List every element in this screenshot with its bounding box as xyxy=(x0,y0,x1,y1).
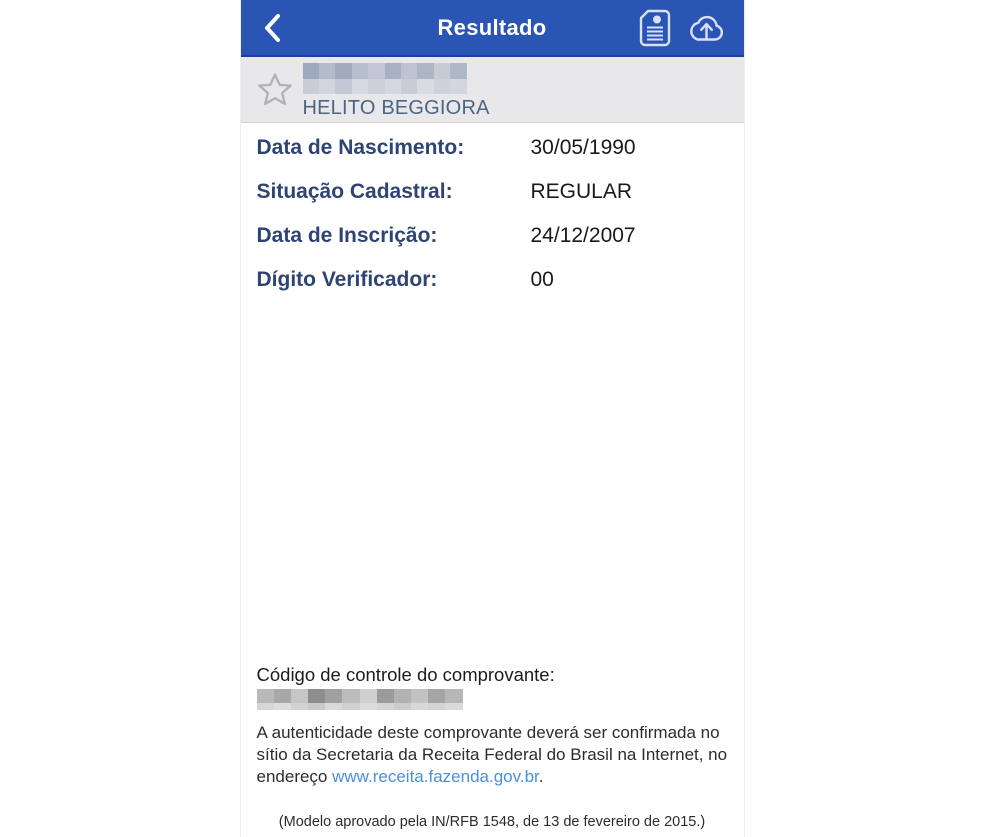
field-row-registration-date xyxy=(257,214,728,258)
cloud-upload-button[interactable] xyxy=(686,11,726,45)
field-value: 30/05/1990 xyxy=(530,136,636,159)
field-label: Data de Inscrição: xyxy=(256,224,438,247)
field-row-registration-status xyxy=(257,170,728,214)
notice-text-end: . xyxy=(538,767,544,786)
navbar-actions xyxy=(638,0,726,55)
person-name: HELITO BEGGIORA xyxy=(302,97,490,119)
identity-header xyxy=(241,57,744,123)
field-value: 00 xyxy=(530,268,554,291)
result-body xyxy=(241,123,744,837)
field-label: Data de Nascimento: xyxy=(256,136,465,159)
field-label: Dígito Verificador: xyxy=(256,268,438,291)
field-label: Situação Cadastral: xyxy=(256,180,453,203)
chevron-left-icon xyxy=(261,12,285,44)
notice-text: A autenticidade deste comprovante deverá ser confirmada no sítio da Secretaria da Receita Federal do Brasil na Internet, no endereço xyxy=(256,723,728,786)
page-title: Resultado xyxy=(437,14,547,40)
document-notes-button[interactable] xyxy=(638,9,672,47)
star-outline-icon xyxy=(255,70,295,110)
verification-section xyxy=(257,663,728,830)
field-value: 24/12/2007 xyxy=(530,224,636,247)
field-row-birth-date xyxy=(257,126,728,170)
redacted-cpf-number xyxy=(303,63,467,94)
identity-text xyxy=(303,57,744,120)
navbar xyxy=(241,0,744,57)
document-notes-icon xyxy=(638,9,672,47)
field-value: REGULAR xyxy=(530,180,633,203)
field-row-check-digit xyxy=(257,258,728,302)
app-window xyxy=(240,0,745,837)
authenticity-notice xyxy=(257,722,728,788)
receita-website-link[interactable]: www.receita.fazenda.gov.br xyxy=(332,767,539,786)
cloud-upload-icon xyxy=(686,11,726,45)
control-code-label: Código de controle do comprovante: xyxy=(256,664,555,685)
model-approval-footnote: (Modelo aprovado pela IN/RFB 1548, de 13 de fevereiro de 2015.) xyxy=(278,814,706,830)
back-button[interactable] xyxy=(251,0,295,55)
redacted-control-code xyxy=(257,689,463,710)
favorite-star-button[interactable] xyxy=(253,68,297,112)
